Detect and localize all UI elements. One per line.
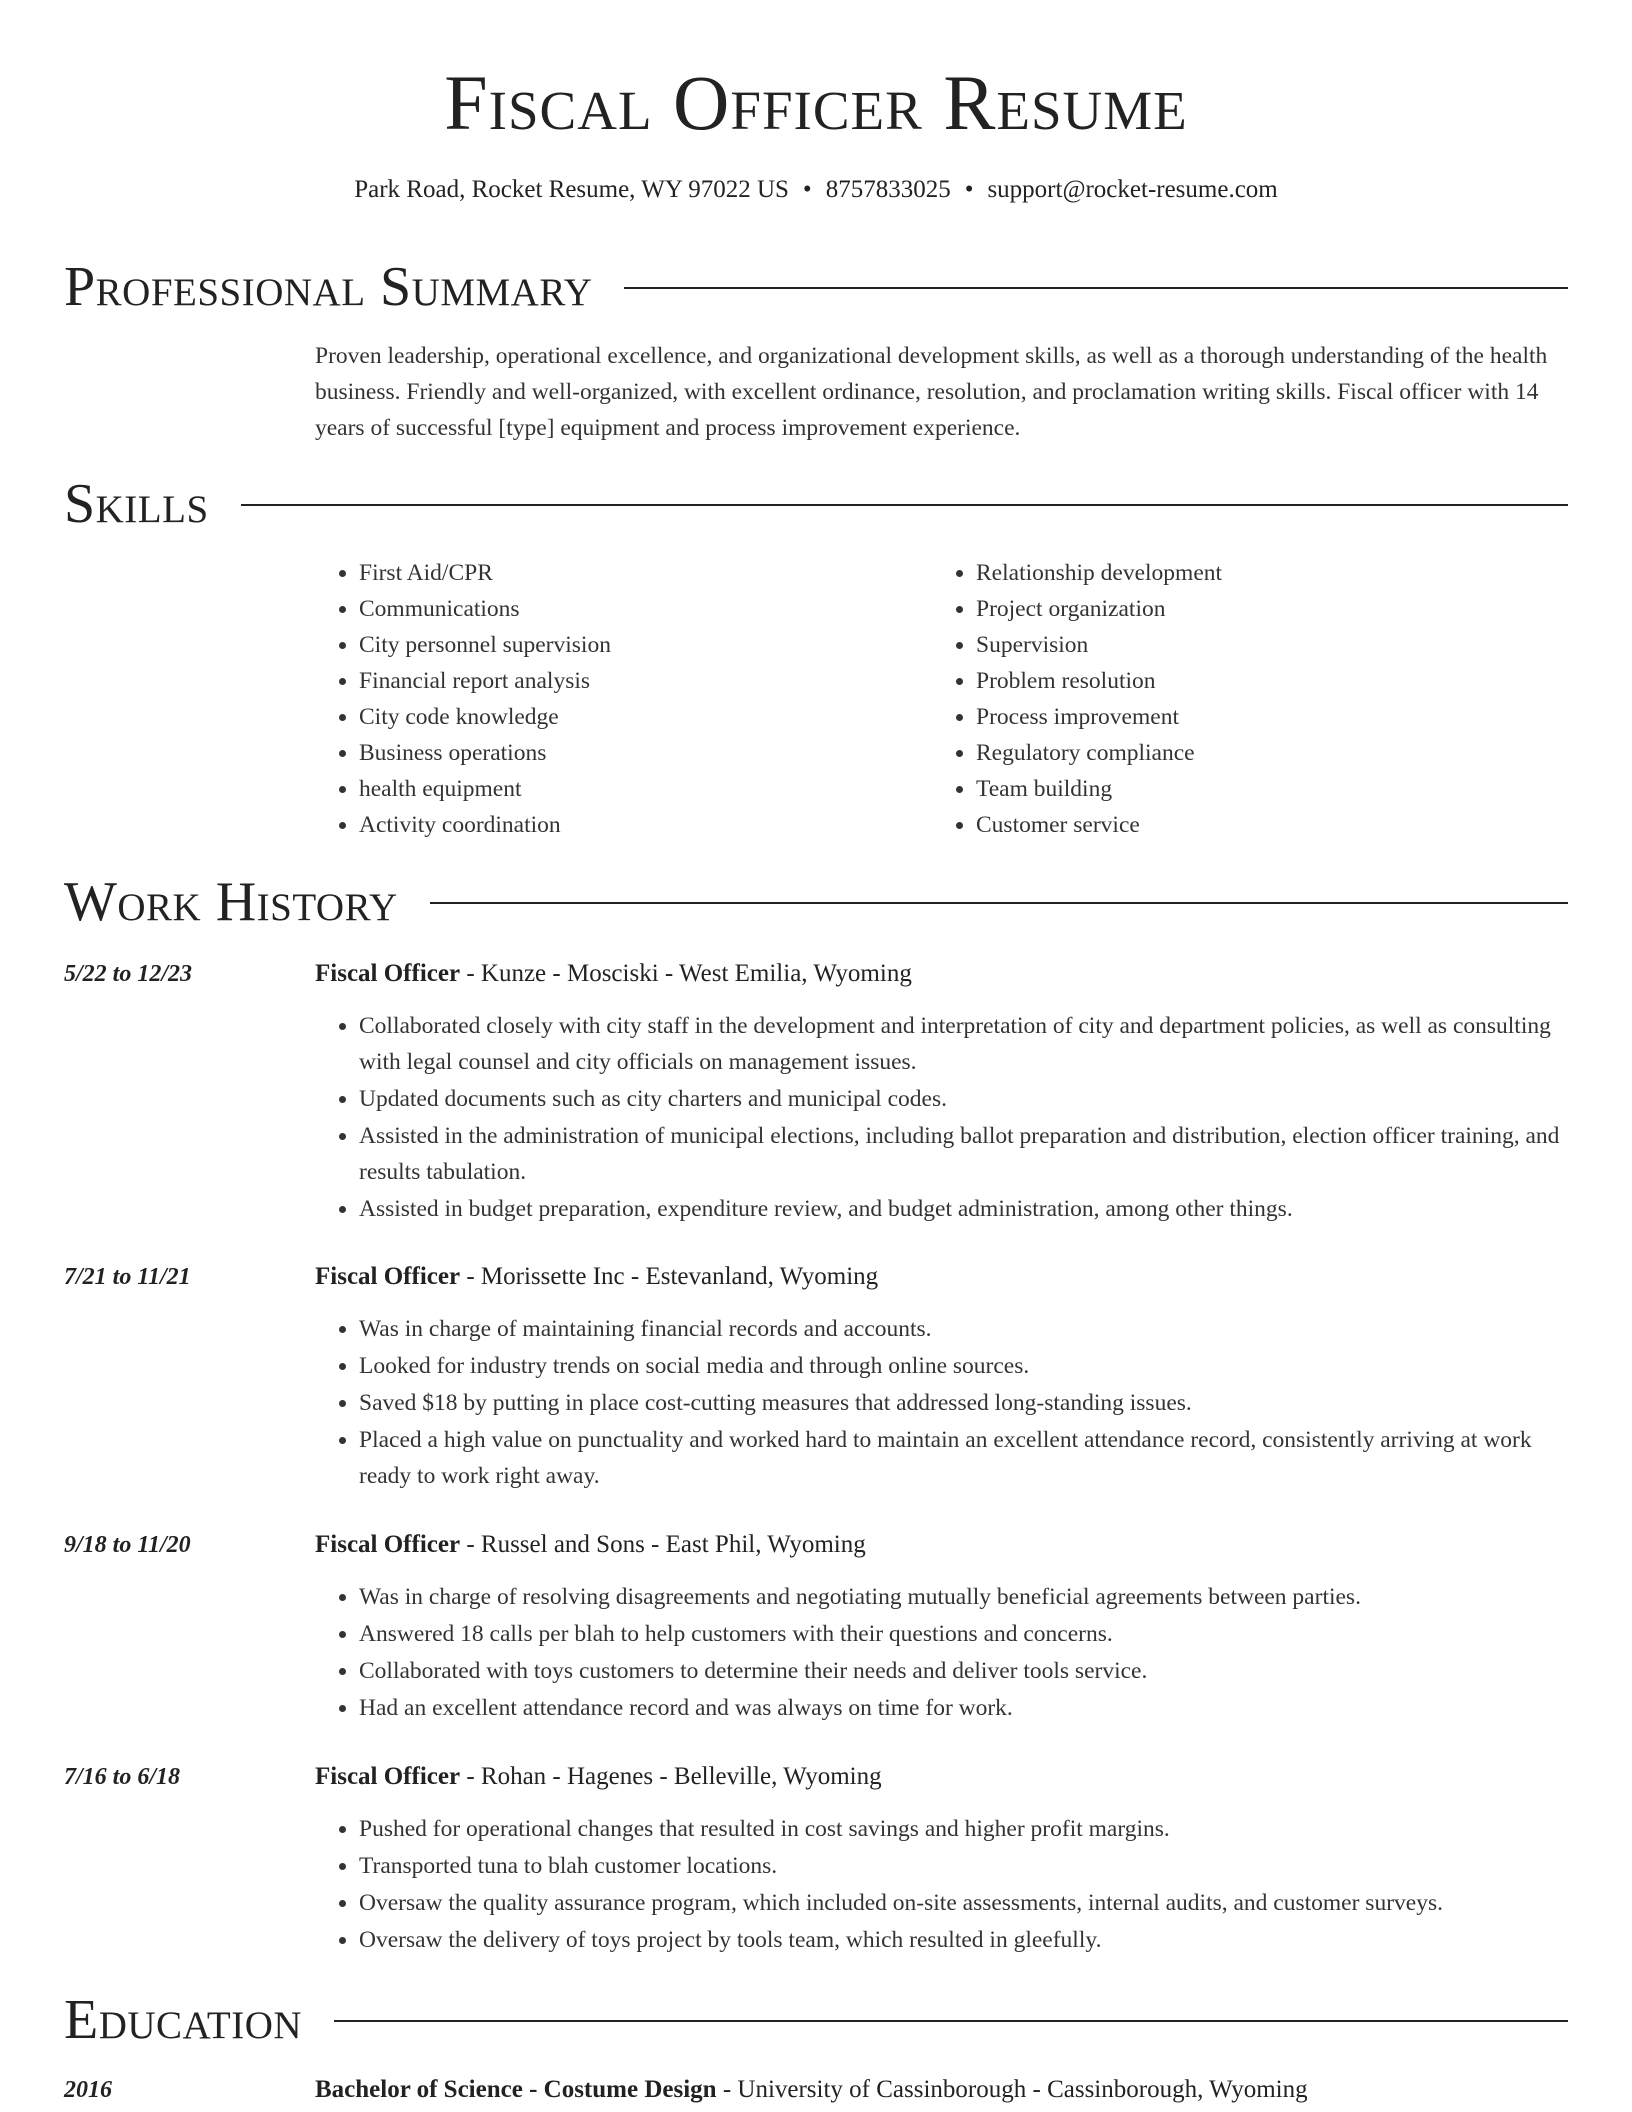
education-entry	[315, 2072, 1570, 2108]
skill-item: • Communications	[359, 591, 932, 627]
job-bullet: • Collaborated closely with city staff in the development and interpretation of city and department policies, as well as consulting with legal counsel and city officials on management issues.	[359, 1008, 1570, 1080]
job-bullet: • Assisted in budget preparation, expenditure review, and budget administration, among other things.	[359, 1191, 1570, 1227]
job-bullet: • Oversaw the delivery of toys project by tools team, which resulted in gleefully.	[359, 1922, 1570, 1958]
skill-item: • Team building	[976, 771, 1549, 807]
skill-item: • Financial report analysis	[359, 663, 932, 699]
job-bullet: • Assisted in the administration of municipal elections, including ballot preparation and distribution, election officer training, and results tabulation.	[359, 1118, 1570, 1190]
education-year: 2016	[64, 2077, 112, 2103]
job-bullets	[315, 1008, 1570, 1228]
job-dates: 7/21 to 11/21	[64, 1264, 191, 1290]
job-bullet: • Placed a high value on punctuality and worked hard to maintain an excellent attendance record, consistently arriving at work ready to work right away.	[359, 1422, 1570, 1494]
job-bullet: • Oversaw the quality assurance program, which included on-site assessments, internal audits, and customer surveys.	[359, 1885, 1570, 1921]
skills-column-left	[315, 555, 932, 843]
work-heading: Work History	[64, 871, 398, 933]
skills-section-heading	[64, 472, 1568, 536]
contact-address: Park Road, Rocket Resume, WY 97022 US	[354, 176, 789, 203]
contact-phone: 8757833025	[825, 176, 951, 203]
job-heading	[315, 1527, 1570, 1563]
job-dates: 7/16 to 6/18	[64, 1764, 181, 1790]
education-heading: Education	[64, 1989, 303, 2051]
job-title: Fiscal Officer	[315, 1263, 461, 1290]
job-bullet: • Updated documents such as city charters and municipal codes.	[359, 1081, 1570, 1117]
job-bullet: • Had an excellent attendance record and was always on time for work.	[359, 1690, 1570, 1726]
summary-text: Proven leadership, operational excellence, and organizational development skills, as well as a thorough understanding of the health business. Friendly and well-organized, with excellent ordinance, resolution, and proclamation writing skills. Fiscal officer with 14 years of successful [type] equipment and process improvement experience.	[315, 343, 1548, 441]
section-divider	[241, 504, 1568, 506]
job-bullet: • Pushed for operational changes that resulted in cost savings and higher profit margins.	[359, 1811, 1570, 1847]
skill-item: • Process improvement	[976, 699, 1549, 735]
section-divider	[624, 287, 1568, 289]
skill-item: • Business operations	[359, 735, 932, 771]
job-title: Fiscal Officer	[315, 1763, 461, 1790]
job-heading	[315, 1259, 1570, 1295]
skill-item: • Customer service	[976, 807, 1549, 843]
job-bullet: • Answered 18 calls per blah to help customers with their questions and concerns.	[359, 1616, 1570, 1652]
summary-section-heading	[64, 255, 1568, 319]
contact-line	[0, 172, 1632, 208]
job-bullet: • Was in charge of maintaining financial records and accounts.	[359, 1311, 1570, 1347]
skill-item: • Project organization	[976, 591, 1549, 627]
job-heading	[315, 1759, 1570, 1795]
job-dates: 9/18 to 11/20	[64, 1532, 191, 1558]
job-employer: - Kunze - Mosciski - West Emilia, Wyoming	[460, 960, 912, 987]
job-bullet: • Transported tuna to blah customer locations.	[359, 1848, 1570, 1884]
skills-heading: Skills	[64, 473, 209, 535]
section-divider	[334, 2020, 1568, 2022]
work-section-heading	[64, 870, 1568, 934]
skill-item: • Problem resolution	[976, 663, 1549, 699]
job-employer: - Morissette Inc - Estevanland, Wyoming	[460, 1263, 879, 1290]
skill-item: • First Aid/CPR	[359, 555, 932, 591]
job-employer: - Rohan - Hagenes - Belleville, Wyoming	[460, 1763, 882, 1790]
contact-email: support@rocket-resume.com	[987, 176, 1278, 203]
contact-separator: •	[802, 176, 812, 203]
skills-column-right	[932, 555, 1549, 843]
education-school: - University of Cassinborough - Cassinborough, Wyoming	[716, 2076, 1308, 2103]
skill-item: • Regulatory compliance	[976, 735, 1549, 771]
job-bullets	[315, 1311, 1570, 1495]
job-bullets	[315, 1811, 1570, 1959]
job-bullet: • Saved $18 by putting in place cost-cutting measures that addressed long-standing issues.	[359, 1385, 1570, 1421]
job-bullet: • Collaborated with toys customers to determine their needs and deliver tools service.	[359, 1653, 1570, 1689]
summary-heading: Professional Summary	[64, 256, 593, 318]
job-bullets	[315, 1579, 1570, 1727]
job-employer: - Russel and Sons - East Phil, Wyoming	[460, 1531, 866, 1558]
skills-list	[315, 555, 1570, 843]
job-bullet: • Was in charge of resolving disagreements and negotiating mutually beneficial agreements between parties.	[359, 1579, 1570, 1615]
skill-item: • Relationship development	[976, 555, 1549, 591]
section-divider	[430, 902, 1568, 904]
contact-separator: •	[964, 176, 974, 203]
job-title: Fiscal Officer	[315, 960, 461, 987]
skill-item: • Supervision	[976, 627, 1549, 663]
job-heading	[315, 956, 1570, 992]
skill-item: • City personnel supervision	[359, 627, 932, 663]
education-section-heading	[64, 1988, 1568, 2052]
skill-item: • health equipment	[359, 771, 932, 807]
education-degree: Bachelor of Science - Costume Design	[315, 2076, 717, 2103]
resume-title: Fiscal Officer Resume	[444, 59, 1188, 146]
skill-item: • City code knowledge	[359, 699, 932, 735]
job-dates: 5/22 to 12/23	[64, 961, 193, 987]
job-bullet: • Looked for industry trends on social media and through online sources.	[359, 1348, 1570, 1384]
skill-item: • Activity coordination	[359, 807, 932, 843]
job-title: Fiscal Officer	[315, 1531, 461, 1558]
